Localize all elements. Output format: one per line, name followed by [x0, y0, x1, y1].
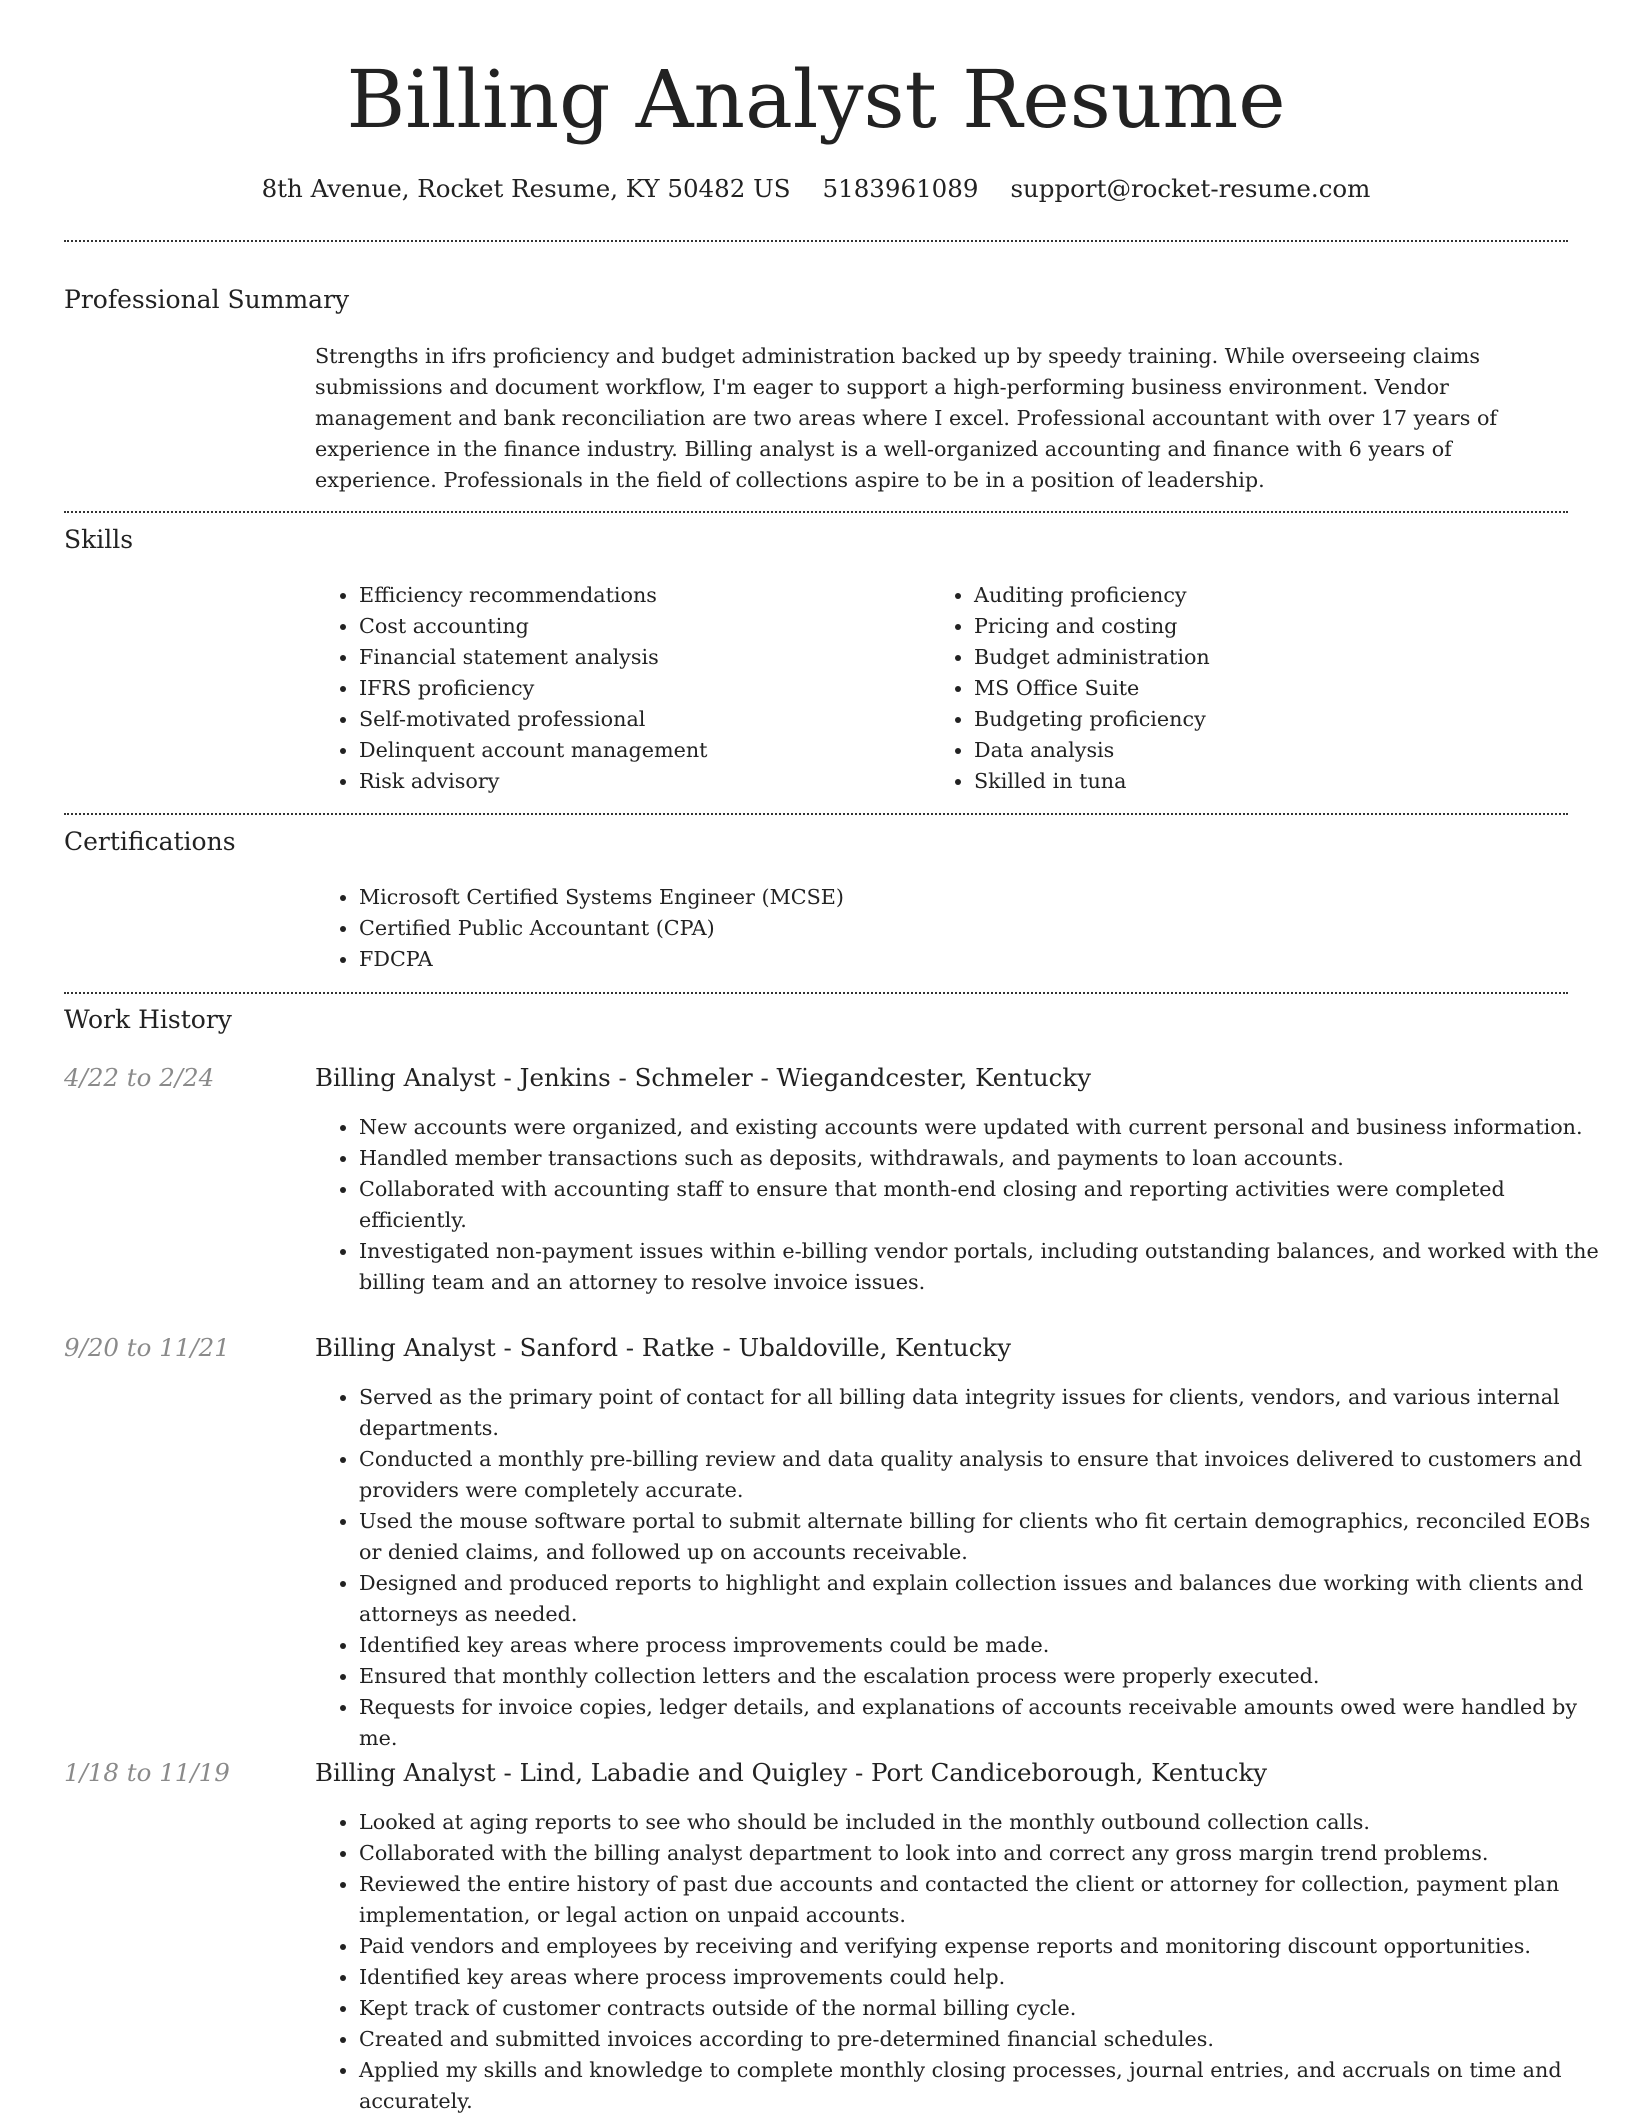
job-bullet: • Created and submitted invoices according to pre-determined financial schedules.	[359, 2024, 1612, 2055]
skill-item: • Delinquent account management	[359, 735, 919, 766]
email: support@rocket-resume.com	[1010, 174, 1371, 203]
skill-item: • Auditing proficiency	[974, 580, 1594, 611]
skill-item: • Pricing and costing	[974, 611, 1594, 642]
certifications-heading: Certifications	[64, 827, 236, 856]
job-dates: 4/22 to 2/24	[64, 1063, 215, 1092]
skills-list-left	[315, 580, 919, 797]
skill-item: • Financial statement analysis	[359, 642, 919, 673]
certification-item: • Microsoft Certified Systems Engineer (MCSE)	[359, 882, 1609, 913]
job-bullets	[315, 1807, 1612, 2117]
contact-line	[0, 172, 1632, 206]
skill-item: • Cost accounting	[359, 611, 919, 642]
divider	[64, 511, 1568, 513]
skill-item: • Self-motivated professional	[359, 704, 919, 735]
certification-item: • Certified Public Accountant (CPA)	[359, 913, 1609, 944]
job-bullet: • New accounts were organized, and existing accounts were updated with current personal and business information.	[359, 1112, 1612, 1143]
skill-item: • Budgeting proficiency	[974, 704, 1594, 735]
job-bullet: • Designed and produced reports to highlight and explain collection issues and balances due working with clients and attorneys as needed.	[359, 1568, 1612, 1630]
job-bullet: • Applied my skills and knowledge to complete monthly closing processes, journal entries, and accruals on time and accurately.	[359, 2055, 1612, 2117]
summary-text: Strengths in ifrs proficiency and budget administration backed up by speedy training. While overseeing claims submissions and document workflow, I'm eager to support a high-performing business environment. Vendor management and bank reconciliation are two areas where I excel. Professional accountant with over 17 years of experience in the finance industry. Billing analyst is a well-organized accounting and finance with 6 years of experience. Professionals in the field of collections aspire to be in a position of leadership.	[315, 344, 1498, 492]
job-bullet: • Kept track of customer contracts outside of the normal billing cycle.	[359, 1993, 1612, 2024]
job-bullet: • Served as the primary point of contact for all billing data integrity issues for clients, vendors, and various internal departments.	[359, 1382, 1612, 1444]
skill-item: • Risk advisory	[359, 766, 919, 797]
job-bullet: • Collaborated with accounting staff to ensure that month-end closing and reporting activities were completed efficiently.	[359, 1174, 1612, 1236]
job-bullet: • Reviewed the entire history of past due accounts and contacted the client or attorney for collection, payment plan implementation, or legal action on unpaid accounts.	[359, 1869, 1612, 1931]
job-dates: 9/20 to 11/21	[64, 1333, 230, 1362]
divider	[64, 240, 1568, 242]
skill-item: • MS Office Suite	[974, 673, 1594, 704]
job-bullet: • Handled member transactions such as deposits, withdrawals, and payments to loan accounts.	[359, 1143, 1612, 1174]
job-bullet: • Conducted a monthly pre-billing review and data quality analysis to ensure that invoices delivered to customers and providers were completely accurate.	[359, 1444, 1612, 1506]
summary-heading: Professional Summary	[64, 285, 350, 314]
job-bullet: • Paid vendors and employees by receiving and verifying expense reports and monitoring discount opportunities.	[359, 1931, 1612, 1962]
skills-list-right	[930, 580, 1594, 797]
divider	[64, 813, 1568, 815]
job-bullet: • Identified key areas where process improvements could help.	[359, 1962, 1612, 1993]
work-history-heading: Work History	[64, 1005, 232, 1034]
job-bullet: • Ensured that monthly collection letters and the escalation process were properly executed.	[359, 1661, 1612, 1692]
address: 8th Avenue, Rocket Resume, KY 50482 US	[261, 174, 791, 203]
job-dates: 1/18 to 11/19	[64, 1758, 230, 1787]
job-bullet: • Requests for invoice copies, ledger details, and explanations of accounts receivable amounts owed were handled by me.	[359, 1692, 1612, 1754]
job-bullet: • Looked at aging reports to see who should be included in the monthly outbound collection calls.	[359, 1807, 1612, 1838]
job-title: Billing Analyst - Sanford - Ratke - Ubaldoville, Kentucky	[315, 1333, 1012, 1362]
resume-title: Billing Analyst Resume	[346, 53, 1286, 146]
phone: 5183961089	[822, 174, 979, 203]
job-bullets	[315, 1112, 1612, 1298]
certification-item: • FDCPA	[359, 944, 1609, 975]
skill-item: • Efficiency recommendations	[359, 580, 919, 611]
job-title: Billing Analyst - Lind, Labadie and Quigley - Port Candiceborough, Kentucky	[315, 1758, 1268, 1787]
skills-heading: Skills	[64, 525, 134, 554]
job-bullets	[315, 1382, 1612, 1754]
skill-item: • Data analysis	[974, 735, 1594, 766]
skill-item: • Budget administration	[974, 642, 1594, 673]
job-bullet: • Investigated non-payment issues within e-billing vendor portals, including outstanding balances, and worked with the billing team and an attorney to resolve invoice issues.	[359, 1236, 1612, 1298]
job-bullet: • Collaborated with the billing analyst department to look into and correct any gross margin trend problems.	[359, 1838, 1612, 1869]
job-title: Billing Analyst - Jenkins - Schmeler - Wiegandcester, Kentucky	[315, 1063, 1092, 1092]
skill-item: • IFRS proficiency	[359, 673, 919, 704]
job-bullet: • Used the mouse software portal to submit alternate billing for clients who fit certain demographics, reconciled EOBs or denied claims, and followed up on accounts receivable.	[359, 1506, 1612, 1568]
job-bullet: • Identified key areas where process improvements could be made.	[359, 1630, 1612, 1661]
divider	[64, 992, 1568, 994]
skill-item: • Skilled in tuna	[974, 766, 1594, 797]
certifications-list	[315, 882, 1609, 975]
